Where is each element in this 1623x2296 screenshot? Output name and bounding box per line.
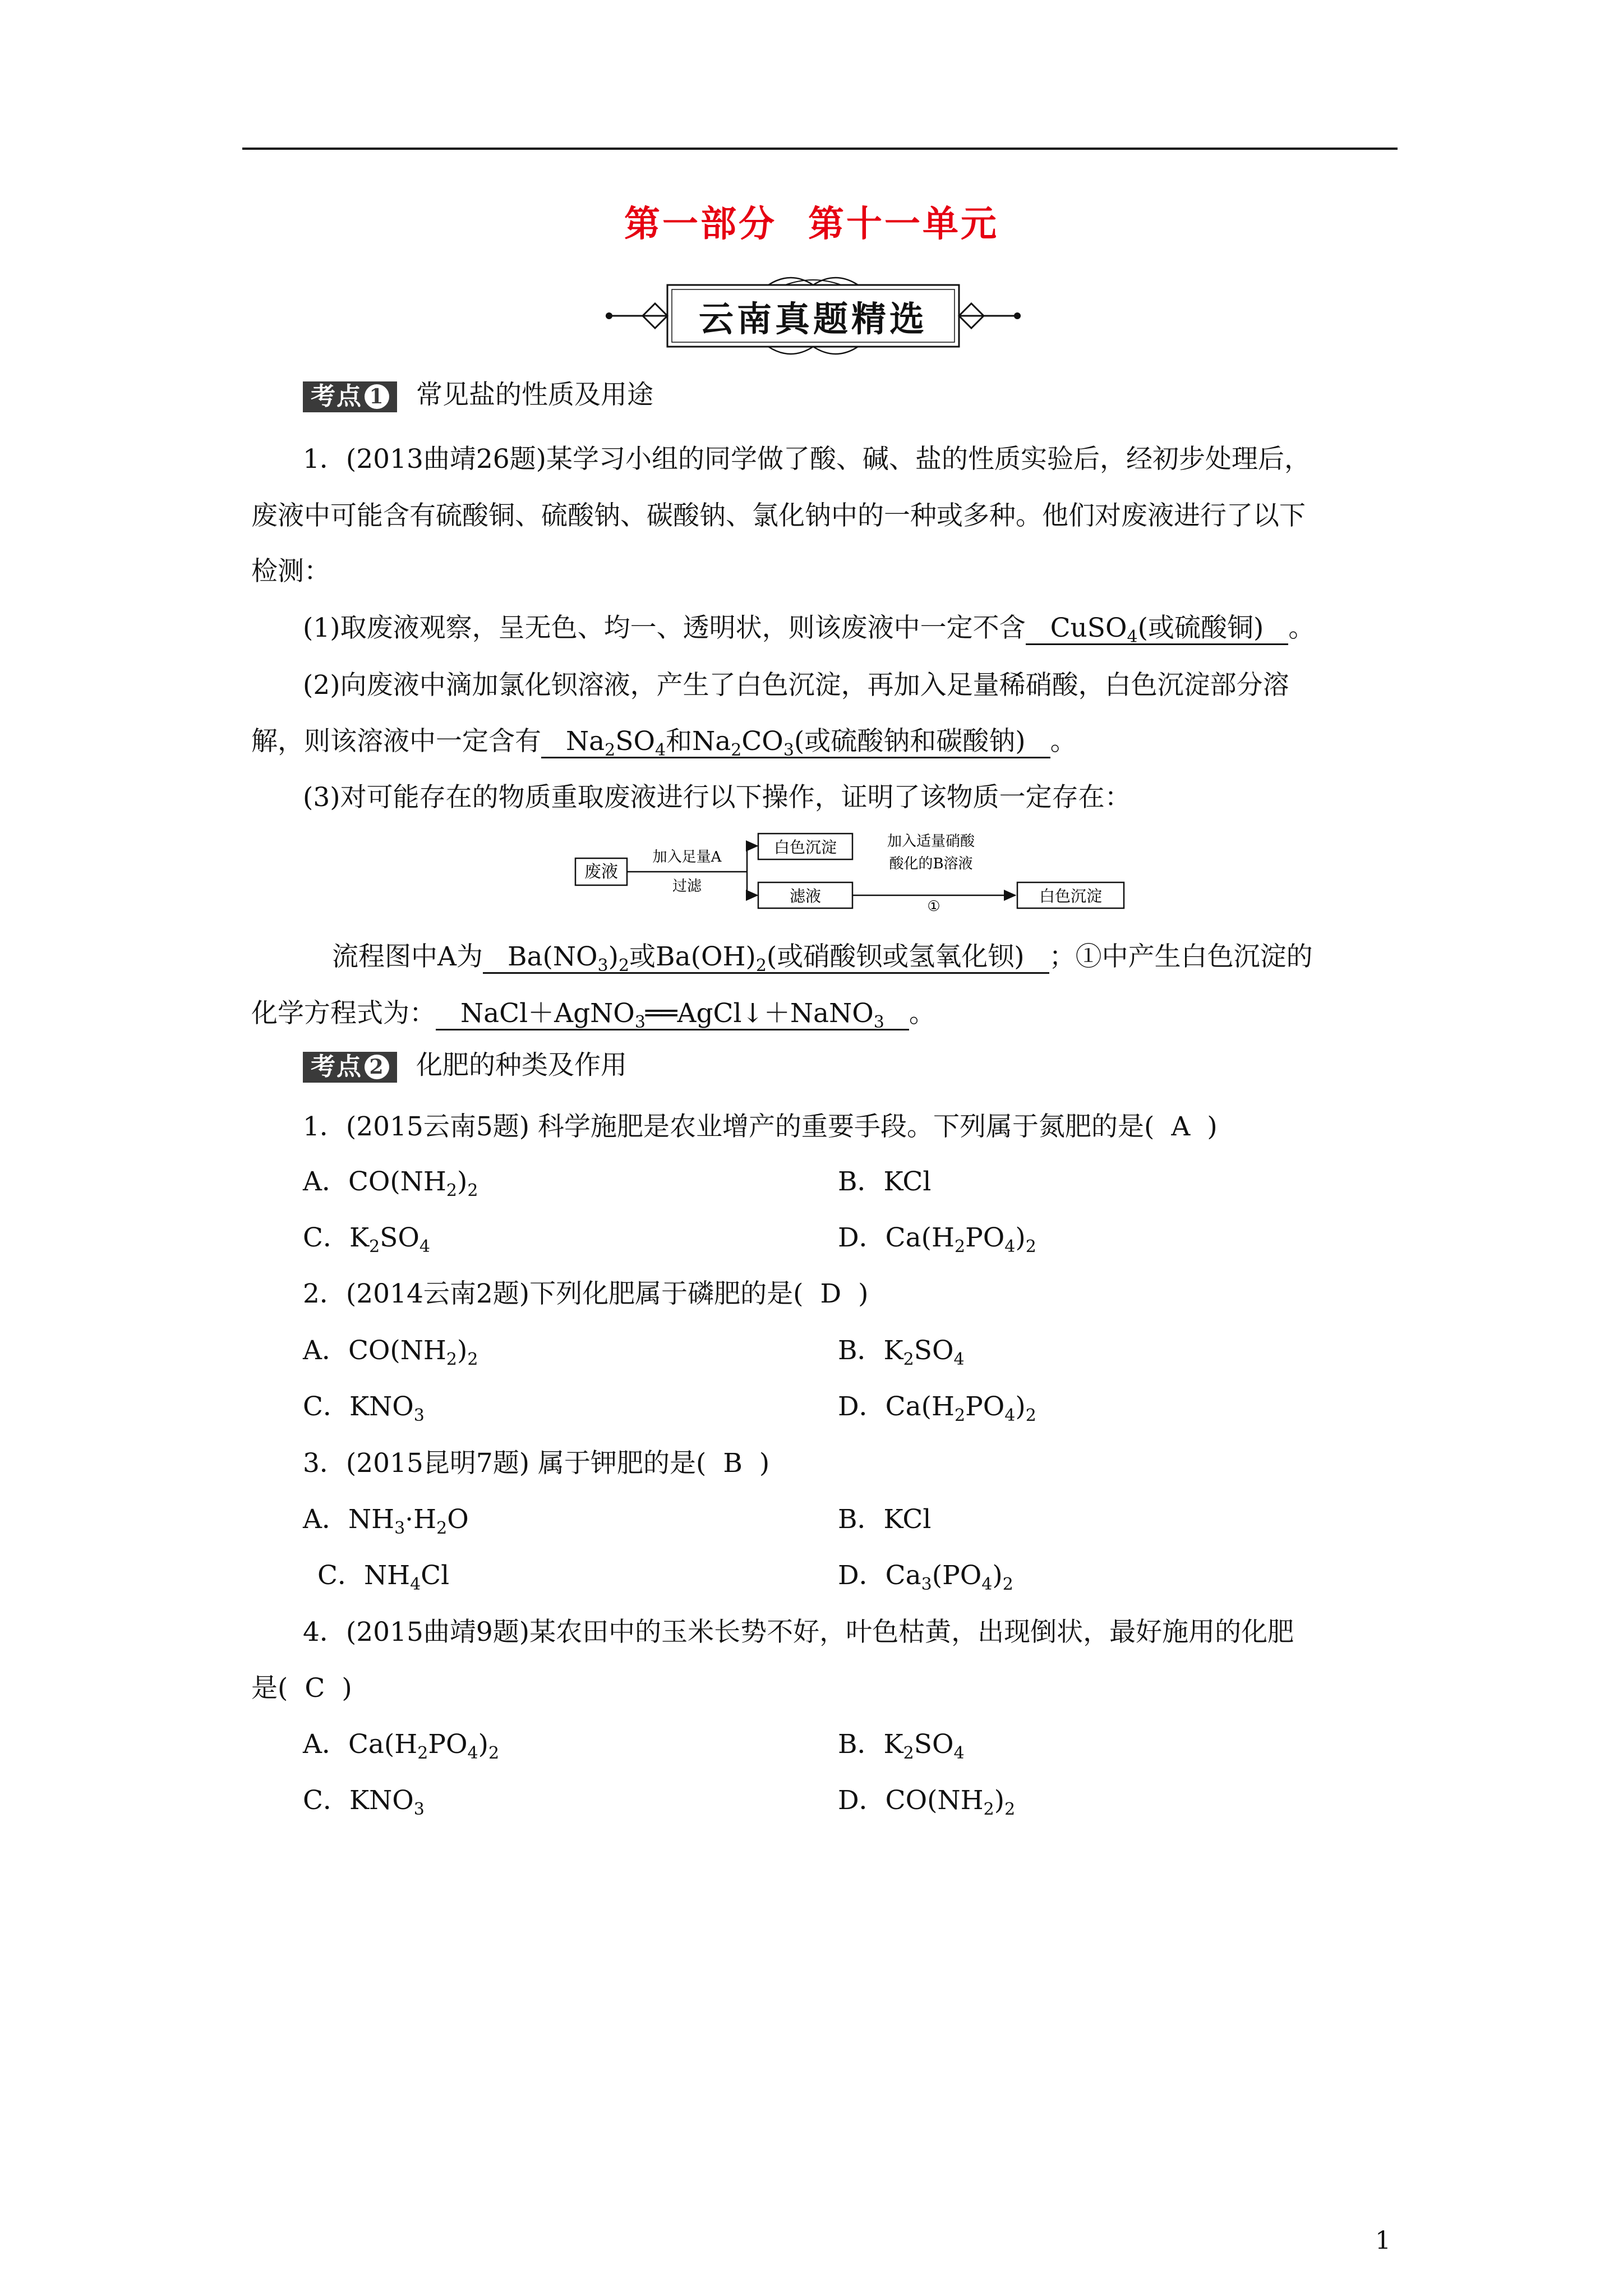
- option-text: ): [457, 1335, 468, 1366]
- question-answer: C: [305, 1673, 325, 1704]
- q1-part4-line2: [251, 1000, 935, 1030]
- section1-tag: [303, 381, 397, 412]
- answer-text: SO: [615, 726, 655, 757]
- section1-title: 常见盐的性质及用途: [416, 379, 653, 411]
- q1-part4-line1: [332, 941, 1313, 976]
- q1-line2: 废液中可能含有硫酸铜、硫酸钠、碳酸钠、氯化钠中的一种或多种。他们对废液进行了以下: [251, 500, 1306, 531]
- s2-q3-option-b: [838, 1506, 931, 1533]
- subscript: 2: [436, 1519, 448, 1538]
- header-rule: [242, 148, 1398, 150]
- question-stem: 1．(2015云南5题) 科学施肥是农业增产的重要手段。下列属于氮肥的是(: [303, 1111, 1155, 1142]
- question-stem: 2．(2014云南2题)下列化肥属于磷肥的是(: [303, 1278, 804, 1309]
- option-text: A．CO(NH: [303, 1335, 446, 1366]
- flow-precipitate2-label: 白色沉淀: [1039, 887, 1103, 905]
- s2-q2-option-a: [303, 1335, 478, 1369]
- flow-step-label: ①: [927, 898, 940, 913]
- option-text: B．K: [838, 1335, 903, 1366]
- s2-q4-option-a: [303, 1729, 500, 1763]
- q1-part4-text: 流程图中A为: [332, 941, 483, 972]
- subscript: 2: [955, 1406, 966, 1425]
- s2-q1-option-a: [303, 1166, 478, 1200]
- subscript: 3: [394, 1519, 405, 1538]
- answer-text: ): [608, 941, 619, 972]
- option-text: ): [992, 1560, 1003, 1591]
- subscript: 2: [755, 956, 767, 976]
- s2-q3-option-d: [838, 1560, 1013, 1594]
- option-text: D．Ca: [838, 1560, 921, 1591]
- subscript: 2: [467, 1350, 478, 1369]
- flow-filtrate-label: 滤液: [789, 887, 822, 905]
- subscript: 2: [1025, 1406, 1036, 1425]
- subscript: 3: [413, 1406, 425, 1425]
- option-text: ): [994, 1785, 1005, 1816]
- subscript: 4: [1004, 1406, 1016, 1425]
- subscript: 2: [446, 1181, 457, 1200]
- subscript: 2: [446, 1350, 457, 1369]
- subscript: 2: [488, 1743, 500, 1763]
- paren: ): [759, 1448, 770, 1479]
- subscript: 2: [1025, 1237, 1036, 1257]
- subscript: 4: [1127, 627, 1138, 647]
- q1-part2-answer: [541, 728, 1050, 758]
- paren: ): [1207, 1111, 1218, 1142]
- title-part1: 第一部分: [624, 203, 777, 245]
- subscript: 2: [467, 1181, 478, 1200]
- section2-tag-number: 2: [365, 1055, 389, 1079]
- option-text: A．Ca(H: [303, 1729, 418, 1760]
- punctuation: 。: [1288, 613, 1315, 643]
- option-text: D．Ca(H: [838, 1222, 955, 1253]
- q1-part4-tail: ；①中产生白色沉淀的: [1049, 941, 1313, 972]
- subscript: 2: [369, 1237, 380, 1257]
- subscript: 4: [953, 1743, 965, 1763]
- option-text: SO: [914, 1335, 954, 1366]
- subscript: 4: [410, 1575, 421, 1594]
- option-text: (PO: [932, 1560, 982, 1591]
- q1-part1-text: (1)取废液观察，呈无色、均一、透明状，则该废液中一定不含: [303, 613, 1026, 643]
- section2-heading: [303, 1052, 627, 1083]
- answer-text: 和Na: [666, 726, 731, 757]
- option-text: ): [1015, 1222, 1026, 1253]
- flow-waste-label: 废液: [584, 862, 618, 882]
- s2-q2-option-d: [838, 1391, 1036, 1425]
- answer-text: CO: [741, 726, 783, 757]
- section1-tag-number: 1: [365, 384, 389, 409]
- s2-q1-option-b: [838, 1168, 931, 1195]
- q1-line3: 检测：: [251, 556, 330, 587]
- q1-part1-answer: [1026, 615, 1289, 645]
- s2-q2-option-b: [838, 1335, 965, 1369]
- s2-q4-stem-line2: [251, 1673, 352, 1704]
- flow-precipitate-label: 白色沉淀: [773, 838, 837, 857]
- question-stem: 是(: [251, 1673, 288, 1704]
- answer-text: ══AgCl↓＋NaNO: [645, 998, 874, 1029]
- option-text: B．KCl: [838, 1166, 932, 1197]
- question-answer: D: [820, 1278, 842, 1309]
- q1-part4-answer: [483, 941, 1049, 976]
- s2-q2-option-c: [303, 1391, 425, 1425]
- section1-heading: [303, 381, 653, 412]
- option-text: C．KNO: [303, 1785, 414, 1816]
- punctuation: 。: [909, 998, 935, 1029]
- subscript: 2: [417, 1743, 428, 1763]
- q1-part3: (3)对可能存在的物质重取废液进行以下操作，证明了该物质一定存在：: [303, 782, 1131, 813]
- subscript: 3: [921, 1575, 932, 1594]
- answer-text: NaCl＋AgNO: [460, 998, 635, 1029]
- s2-q3-option-a: [303, 1504, 469, 1538]
- option-text: ): [1015, 1391, 1026, 1422]
- subscript: 2: [618, 956, 630, 976]
- answer-text: (或硫酸钠和碳酸钠): [794, 726, 1026, 757]
- option-text: SO: [914, 1729, 954, 1760]
- subscript: 4: [953, 1350, 965, 1369]
- subscript: 2: [903, 1743, 914, 1763]
- s2-q2-stem: [303, 1278, 869, 1309]
- option-text: PO: [428, 1729, 468, 1760]
- subscript: 3: [634, 1013, 645, 1032]
- title-part2: 第十一单元: [808, 203, 999, 245]
- page-title: [0, 195, 1623, 247]
- option-text: ): [478, 1729, 488, 1760]
- subscript: 3: [783, 740, 794, 760]
- s2-q4-option-b: [838, 1729, 965, 1763]
- punctuation: 。: [1050, 726, 1077, 757]
- question-answer: A: [1171, 1111, 1191, 1142]
- subscript: 3: [597, 956, 608, 976]
- page-number: 1: [1375, 2226, 1391, 2255]
- option-text: A．NH: [303, 1504, 395, 1535]
- subscript: 4: [654, 740, 666, 760]
- question-answer: B: [723, 1448, 743, 1479]
- paren: ): [342, 1673, 352, 1704]
- option-text: C．K: [303, 1222, 370, 1253]
- flow-add-a-label: 加入足量A: [652, 849, 722, 866]
- flow-add-b-label1: 加入适量硝酸: [887, 833, 975, 850]
- answer-text: CuSO: [1050, 613, 1127, 643]
- section2-tag-label: 考点: [311, 1052, 362, 1081]
- option-text: C．KNO: [303, 1391, 414, 1422]
- option-text: ): [457, 1166, 468, 1197]
- option-text: SO: [380, 1222, 419, 1253]
- flow-filter-label: 过滤: [672, 878, 702, 895]
- option-text: C．NH: [317, 1560, 411, 1591]
- answer-text: Ba(NO: [507, 941, 598, 972]
- banner-title: 云南真题精选: [698, 298, 928, 339]
- s2-q1-option-c: [303, 1222, 430, 1257]
- section1-tag-label: 考点: [311, 382, 362, 411]
- option-text: D．CO(NH: [838, 1785, 984, 1816]
- subscript: 4: [1004, 1237, 1016, 1257]
- answer-text: (或硫酸铜): [1137, 613, 1264, 643]
- q1-part2-line1: (2)向废液中滴加氯化钡溶液，产生了白色沉淀，再加入足量稀硝酸，白色沉淀部分溶: [303, 670, 1289, 701]
- s2-q3-option-c: [317, 1560, 450, 1594]
- question-stem: 3．(2015昆明7题) 属于钾肥的是(: [303, 1448, 707, 1479]
- subscript: 2: [731, 740, 742, 760]
- s2-q4-option-d: [838, 1785, 1016, 1819]
- subscript: 4: [419, 1237, 430, 1257]
- section2-tag: [303, 1052, 397, 1083]
- s2-q1-stem: [303, 1111, 1218, 1142]
- q1-part2-line2: [251, 728, 1077, 758]
- q1-line1: 1．(2013曲靖26题)某学习小组的同学做了酸、碱、盐的性质实验后，经初步处理后，: [303, 444, 1311, 475]
- subscript: 2: [903, 1350, 914, 1369]
- s2-q4-stem-line1: 4．(2015曲靖9题)某农田中的玉米长势不好，叶色枯黄，出现倒状，最好施用的化肥: [303, 1617, 1294, 1648]
- q1-part2-text: 解，则该溶液中一定含有: [251, 726, 541, 757]
- subscript: 2: [605, 740, 616, 760]
- option-text: B．KCl: [838, 1504, 932, 1535]
- q1-part5-text: 化学方程式为：: [251, 998, 436, 1029]
- option-text: A．CO(NH: [303, 1166, 446, 1197]
- subscript: 4: [467, 1743, 478, 1763]
- option-text: D．Ca(H: [838, 1391, 955, 1422]
- subscript: 4: [981, 1575, 993, 1594]
- option-text: PO: [965, 1391, 1005, 1422]
- s2-q4-option-c: [303, 1785, 425, 1819]
- s2-q3-stem: [303, 1448, 770, 1479]
- answer-text: Na: [566, 726, 605, 757]
- option-text: Cl: [421, 1560, 450, 1591]
- answer-text: (或硝酸钡或氢氧化钡): [766, 941, 1025, 972]
- subscript: 3: [413, 1800, 425, 1819]
- option-text: ·H: [405, 1504, 437, 1535]
- q1-part5-answer: [436, 1000, 909, 1030]
- flowchart: [572, 829, 1133, 913]
- answer-text: 或Ba(OH): [629, 941, 756, 972]
- subscript: 2: [1004, 1800, 1016, 1819]
- subscript: 2: [955, 1237, 966, 1257]
- option-text: PO: [965, 1222, 1005, 1253]
- section2-title: 化肥的种类及作用: [416, 1050, 627, 1081]
- s2-q1-option-d: [838, 1222, 1036, 1257]
- option-text: O: [447, 1504, 469, 1535]
- subscript: 2: [983, 1800, 994, 1819]
- flow-add-b-label2: 酸化的B溶液: [889, 855, 973, 872]
- option-text: B．K: [838, 1729, 903, 1760]
- q1-part1: [303, 615, 1315, 645]
- subscript: 3: [873, 1013, 884, 1032]
- paren: ): [858, 1278, 869, 1309]
- subscript: 2: [1002, 1575, 1013, 1594]
